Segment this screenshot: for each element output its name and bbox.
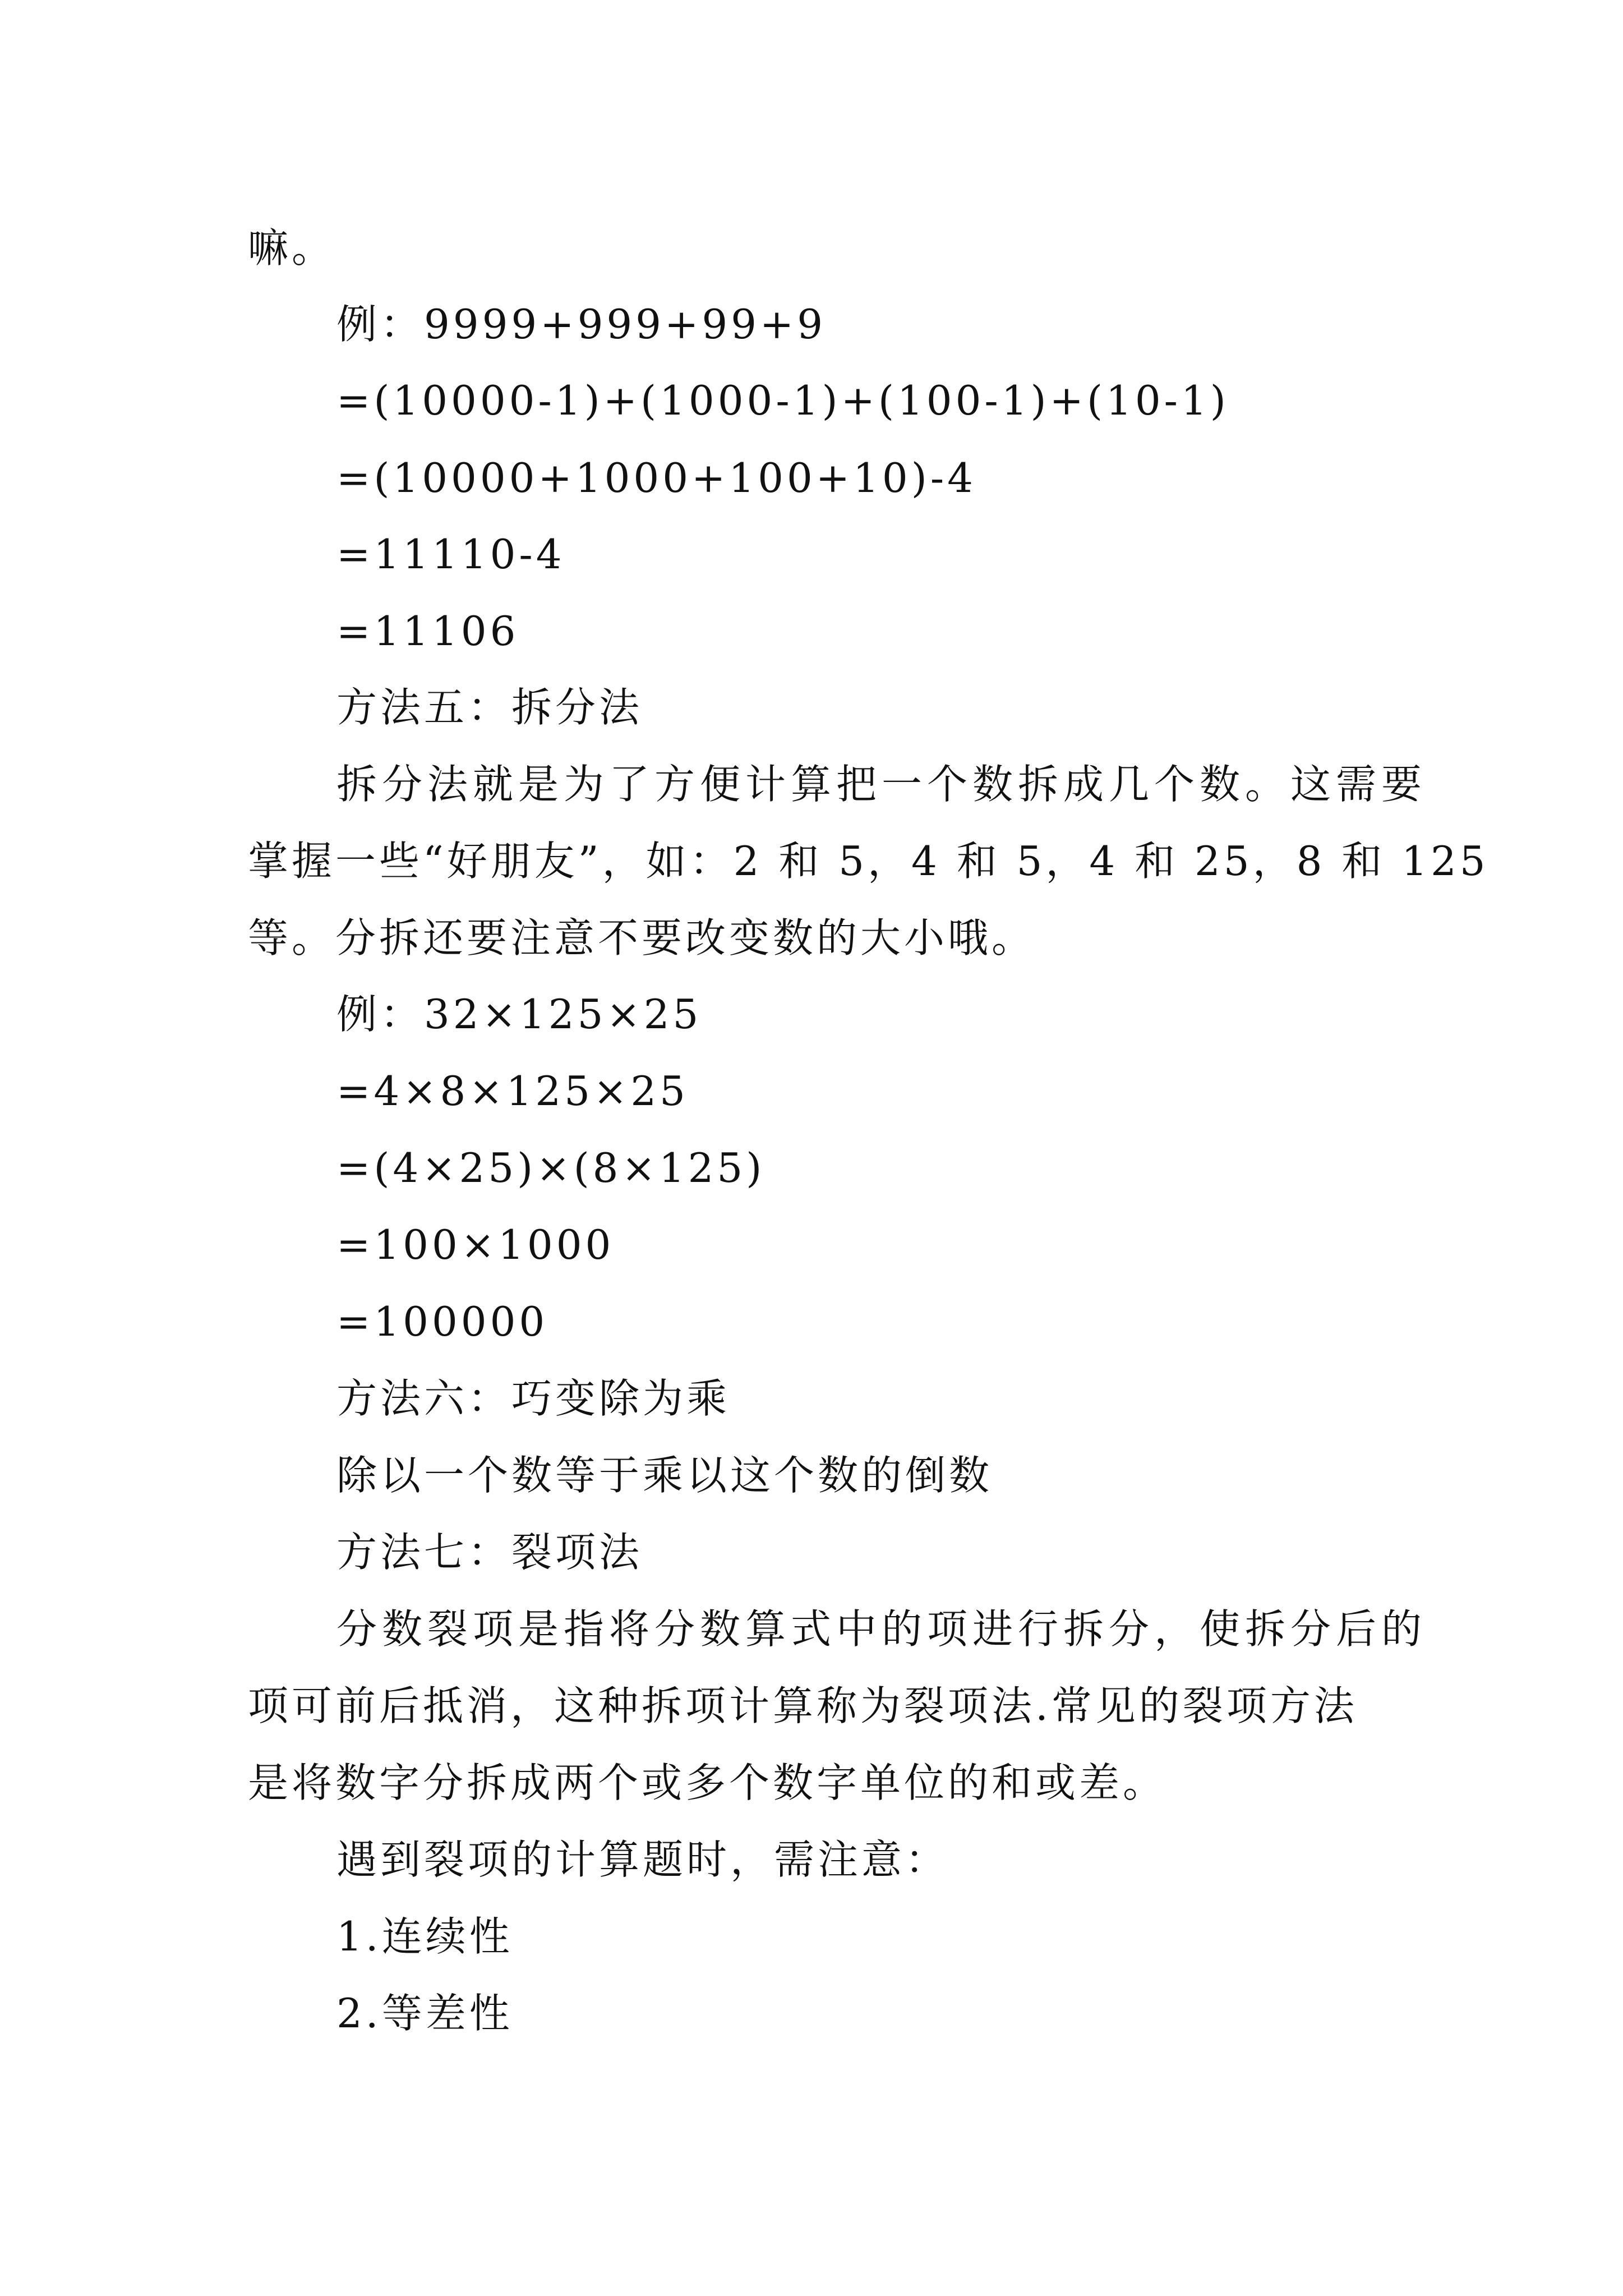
equation-line: =(10000-1)+(1000-1)+(100-1)+(10-1) bbox=[336, 377, 1229, 424]
method-heading: 方法七：裂项法 bbox=[336, 1529, 643, 1576]
paragraph-line: 拆分法就是为了方便计算把一个数拆成几个数。这需要 bbox=[336, 761, 1427, 808]
paragraph-line: 掌握一些“好朋友”，如：2 和 5，4 和 5，4 和 25，8 和 125 bbox=[248, 838, 1489, 885]
paragraph-line: 项可前后抵消，这种拆项计算称为裂项法.常见的裂项方法 bbox=[248, 1682, 1358, 1729]
example-heading: 例：32×125×25 bbox=[336, 991, 702, 1038]
text-line: 嘛。 bbox=[248, 224, 336, 272]
list-item: 2.等差性 bbox=[336, 1990, 513, 2037]
paragraph-line: 除以一个数等于乘以这个数的倒数 bbox=[336, 1452, 993, 1499]
paragraph-line: 是将数字分拆成两个或多个数字单位的和或差。 bbox=[248, 1759, 1167, 1806]
list-item: 1.连续性 bbox=[336, 1913, 513, 1960]
equation-line: =(10000+1000+100+10)-4 bbox=[336, 454, 976, 501]
paragraph-line: 遇到裂项的计算题时，需注意： bbox=[336, 1836, 949, 1883]
example-heading: 例：9999+999+99+9 bbox=[336, 301, 827, 348]
method-heading: 方法六：巧变除为乘 bbox=[336, 1375, 731, 1422]
equation-line: =(4×25)×(8×125) bbox=[336, 1144, 766, 1191]
equation-line: =100×1000 bbox=[336, 1221, 615, 1268]
equation-line: =11110-4 bbox=[336, 531, 565, 578]
method-heading: 方法五：拆分法 bbox=[336, 684, 643, 731]
paragraph-line: 分数裂项是指将分数算式中的项进行拆分，使拆分后的 bbox=[336, 1605, 1427, 1653]
equation-line: =11106 bbox=[336, 608, 519, 655]
equation-line: =100000 bbox=[336, 1298, 548, 1345]
equation-line: =4×8×125×25 bbox=[336, 1068, 689, 1115]
paragraph-line: 等。分拆还要注意不要改变数的大小哦。 bbox=[248, 914, 1036, 961]
